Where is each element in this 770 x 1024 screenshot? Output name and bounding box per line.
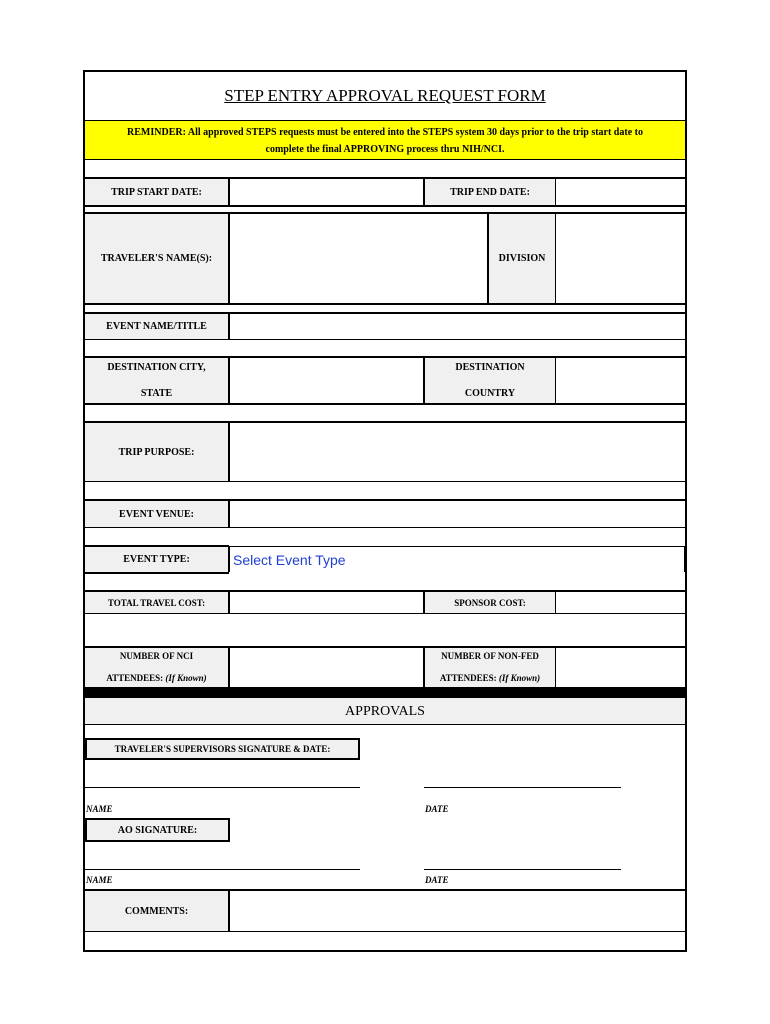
section-separator xyxy=(85,687,685,698)
event-type-label: EVENT TYPE: xyxy=(85,547,228,572)
nonfed-attendees-label-line1: NUMBER OF NON-FED xyxy=(441,651,539,661)
trip-end-date-field[interactable] xyxy=(556,179,685,205)
nonfed-attendees-label-text: ATTENDEES: xyxy=(439,673,497,683)
total-travel-cost-label: TOTAL TRAVEL COST: xyxy=(85,592,228,613)
ao-name-line[interactable] xyxy=(85,869,360,870)
divider xyxy=(229,546,685,547)
ao-date-caption: DATE xyxy=(425,875,449,885)
nci-attendees-field[interactable] xyxy=(230,648,423,687)
nci-attendees-label-line1: NUMBER OF NCI xyxy=(119,651,194,661)
supervisor-date-line[interactable] xyxy=(424,787,621,788)
destination-city-label-line2: STATE xyxy=(140,388,173,399)
division-field[interactable] xyxy=(556,214,685,303)
divider xyxy=(85,613,685,614)
reminder-line-1: REMINDER: All approved STEPS requests must be entered into the STEPS system 30 days prior to the trip start date to xyxy=(127,127,643,138)
sponsor-cost-label: SPONSOR COST: xyxy=(425,592,555,613)
divider xyxy=(228,547,230,572)
destination-country-field[interactable] xyxy=(556,358,685,403)
travelers-names-field[interactable] xyxy=(230,214,487,303)
divider xyxy=(85,205,685,207)
destination-country-label-line1: DESTINATION xyxy=(455,362,525,373)
trip-start-date-label: TRIP START DATE: xyxy=(85,179,228,205)
ao-signature-label: AO SIGNATURE: xyxy=(85,818,230,842)
reminder-banner xyxy=(85,120,685,160)
division-label: DIVISION xyxy=(489,214,555,303)
divider xyxy=(85,303,685,305)
nonfed-attendees-note: (If Known) xyxy=(498,673,541,683)
supervisor-name-line[interactable] xyxy=(85,787,360,788)
total-travel-cost-field[interactable] xyxy=(230,592,423,613)
event-venue-label: EVENT VENUE: xyxy=(85,501,228,527)
form-title: STEP ENTRY APPROVAL REQUEST FORM xyxy=(224,86,546,105)
ao-name-caption: NAME xyxy=(86,875,113,885)
divider xyxy=(85,481,685,482)
divider xyxy=(85,527,685,528)
approvals-heading: APPROVALS xyxy=(85,698,685,725)
nonfed-attendees-label xyxy=(425,648,555,687)
nci-attendees-note: (If Known) xyxy=(165,673,207,683)
event-venue-field[interactable] xyxy=(230,501,685,527)
event-type-select[interactable]: Select Event Type xyxy=(233,552,346,568)
destination-city-field[interactable] xyxy=(230,358,423,403)
supervisor-date-caption: DATE xyxy=(425,804,449,814)
supervisor-signature-label: TRAVELER'S SUPERVISORS SIGNATURE & DATE: xyxy=(85,738,360,760)
nonfed-attendees-field[interactable] xyxy=(556,648,685,687)
sponsor-cost-field[interactable] xyxy=(556,592,685,613)
ao-date-line[interactable] xyxy=(424,869,621,870)
nci-attendees-label-line2 xyxy=(85,673,228,683)
divider xyxy=(684,547,685,572)
divider xyxy=(85,339,685,340)
nci-attendees-label-text: ATTENDEES: xyxy=(106,673,164,683)
nonfed-attendees-label-line2 xyxy=(425,673,555,683)
event-name-field[interactable] xyxy=(230,314,685,339)
divider xyxy=(85,572,229,574)
travelers-names-label: TRAVELER'S NAME(S): xyxy=(85,214,228,303)
divider xyxy=(85,403,685,405)
reminder-line-2: complete the final APPROVING process thru NIH/NCI. xyxy=(265,144,505,155)
destination-city-label-line1: DESTINATION CITY, xyxy=(107,362,206,373)
supervisor-name-caption: NAME xyxy=(86,804,113,814)
comments-label: COMMENTS: xyxy=(85,891,228,931)
comments-field[interactable] xyxy=(230,891,685,931)
divider xyxy=(85,931,685,932)
trip-start-date-field[interactable] xyxy=(230,179,423,205)
trip-purpose-label: TRIP PURPOSE: xyxy=(85,423,228,481)
nci-attendees-label xyxy=(85,648,228,687)
trip-purpose-field[interactable] xyxy=(230,423,685,481)
event-name-label: EVENT NAME/TITLE xyxy=(85,314,228,339)
destination-country-label-line2: COUNTRY xyxy=(464,388,516,399)
destination-country-label xyxy=(425,358,555,403)
trip-end-date-label: TRIP END DATE: xyxy=(425,179,555,205)
destination-city-label xyxy=(85,358,228,403)
